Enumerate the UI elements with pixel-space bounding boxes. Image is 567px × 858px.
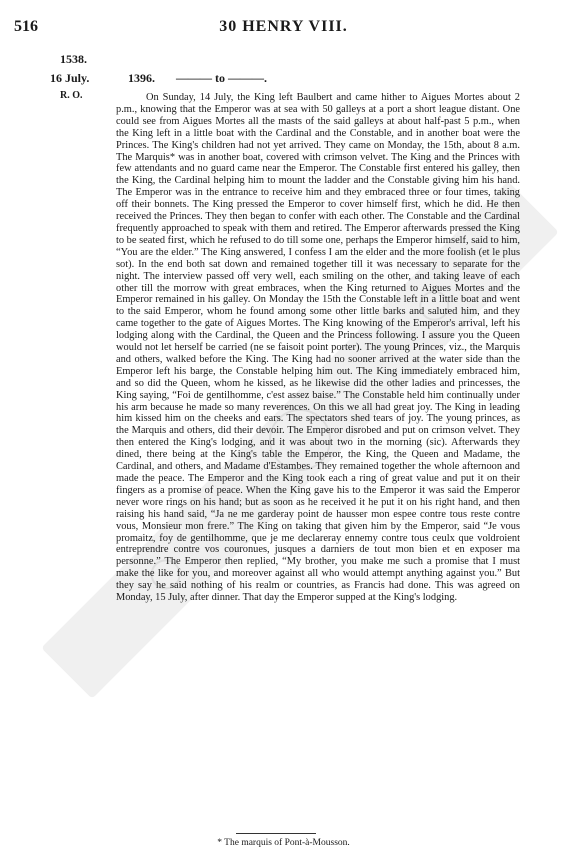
body-text: On Sunday, 14 July, the King left Baulbert and came hither to Aigues Mortes about 2 p.m., knowing that the Emperor was at sea with 50 galleys at a port a short league distant. One could see from Aigues Mortes all the masts of the said galleys at about half-past 5 p.m., when the King left in a little boat with the Cardinal and the Constable, and in another boat were the Princes. The King's children had not yet arrived. They came on Monday, the 15th, about 8 a.m. The Marquis* was in another boat, covered with crimson velvet. The King and the Princes with few attendants and no guard came near the Emperor. The Constable first entered his galley, then the King, the Cardinal helping him to mount the ladder and the Constable giving him his hand. The Emperor was in the entrance to receive him and they embraced three or four times, taking off their bonnets. The King pressed the Emperor to cover himself first, which he did. He then received the Princes. They then began to confer with each other. The Constable and the Cardinal frequently approached to speak with them and retired. The Emperor afterwards pressed the King to be seated first, which he refused to do till some one, perhaps the Emperor himself, said to him, “You are the elder.” The King answered, I confess I am the elder and the more foolish (et le plus sot). In the end both sat down and remained together till it was necessary to separate for the night. The interview passed off very well, each smiling on the other, and taking leave of each other till the morrow with great embraces, when the King returned to Aigues Mortes and the Emperor remained in his galley. On Monday the 15th the Constable left in a little boat and went to the said Emperor, whom he found among some other little barks and saluted him, and they came together to the gate of Aigues Mortes. The King knowing of the Emperor's arrival, left his lodging along with the Cardinal, the Queen and the Princess following. I assure you the Queen would not let herself be carried (ne se faisoit point porter). The young Princes, viz., the Marquis and others, walked before the King. The King had no sooner arrived at the water side than the Emperor left his barge, the Constable helping him out. The King immediately embraced him, and so did the Queen, whom he kissed, as he likewise did the other ladies and princesses, the King saying, “Foi de gentilhomme, c'est assez baise.” The Constable held him continually under his arm because he made so many reverences. On this we all had great joy. The King in leading him kissed him on the cheeks and ears. The spectators shed tears of joy. The young princes, as the Marquis and others, did their devoir. The Emperor disrobed and put on crimson velvet. They then entered the King's lodging, and it was about two in the morning (sic). Afterwards they dined, there being at the King's table the Emperor, the King, the Queen and Madame, the Cardinal, and others, and Madame d'Estambes. They remained together the whole afternoon and made the peace. The Emperor and the King took each a ring of great value and put it on their fingers as a promise of peace. When the King gave his to the Emperor it was said the Emperor never wore rings on his hand; but as soon as he received it he put it on his right hand, and then raising his hand said, “Ja ne me garderay point de hausser mon espee contre tous reste contre vous, Monsieur mon frere.” The King on taking that given him by the Emperor, said “Je vous promaitz, foy de gentilhomme, que je me declareray ennemy contre tous ceulx que voldroient entreprendre contre vos couronues, jusques a darniers de tout mon bien et en exposer ma personne.” The Emperor then replied, “My brother, you make me such a promise that I must make the like for you, and moreover against all who would attempt anything against you.” But they say he said nothing of his realm or countries, as Francis had done. This was agreed on Monday, 15 July, after dinner. That day the Emperor supped at the King's lodging. <box>116 92 520 604</box>
entry-number: 1396. <box>128 71 155 85</box>
entry-title: ——— to ———. <box>176 71 267 85</box>
margin-year: 1538. <box>60 52 87 66</box>
running-head: 30 HENRY VIII. <box>219 18 348 35</box>
margin-date: 16 July. <box>50 71 90 85</box>
footnote-divider <box>236 833 316 834</box>
footnote: * The marquis of Pont-à-Mousson. <box>217 838 350 848</box>
margin-source: R. O. <box>60 90 83 101</box>
page-number: 516 <box>14 18 38 35</box>
